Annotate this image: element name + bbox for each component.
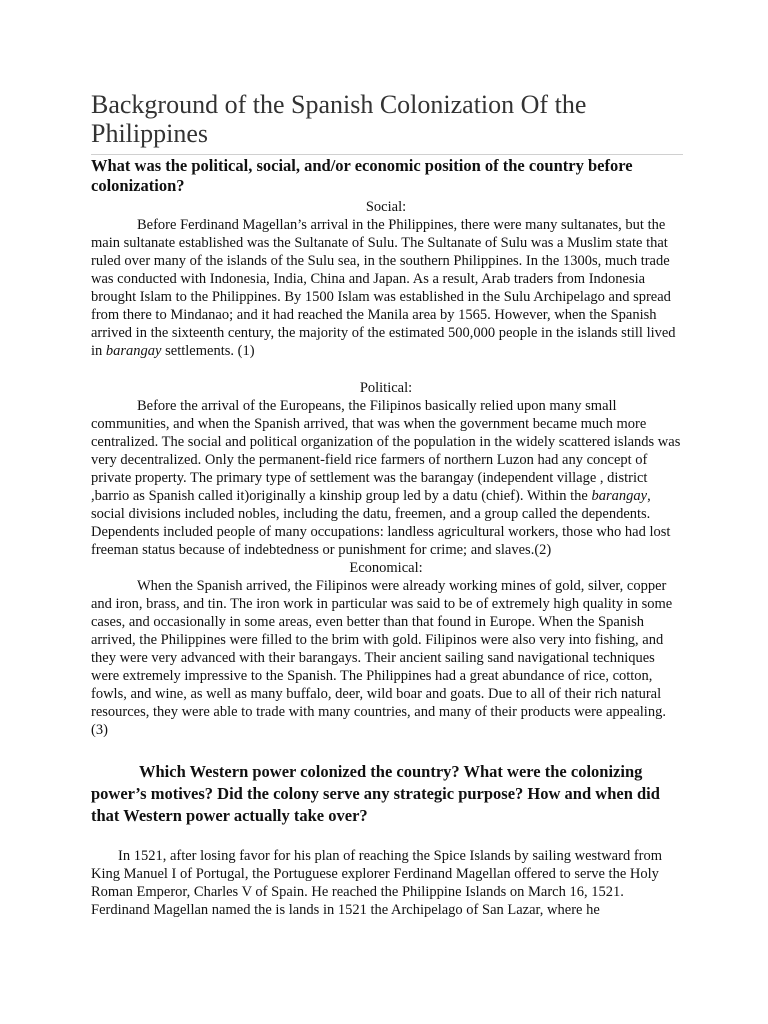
paragraph-political-text: Before the arrival of the Europeans, the Filipinos basically relied upon many small communities, and when the Spanish arrived, that was when the government became much more centralized. The social and political organization of the population in the widely scattered islands was very decentralized. Only the permanent-field rice farmers of northern Luzon had any concept of private property. The primary type of settlement was the barangay (independent village , district ,barrio as Spanish called it)originally a kinship group led by a datu (chief). Within the — [91, 398, 681, 504]
section-heading-economical: Economical: — [349, 560, 423, 576]
spacer — [91, 360, 681, 378]
spacer — [91, 827, 681, 847]
paragraph-colonization: In 1521, after losing favor for his plan of reaching the Spice Islands by sailing westward from King Manuel I of Portugal, the Portuguese explorer Ferdinand Magellan offered to serve the Holy Roman Emperor, Charles V of Spain. He reached the Philippine Islands on March 16, 1521. Ferdinand Magellan named the is lands in 1521 the Archipelago of San Lazar, where he — [91, 848, 663, 918]
section-heading-social: Social: — [365, 199, 407, 215]
paragraph-political-end: , social divisions included nobles, including the datu, freemen, and a group called the dependents. Dependents included people of many occupations: landless agricultural workers, those who had lost freeman status because of indebtedness or punishment for crime; and slaves.(2) — [91, 488, 671, 558]
paragraph-social — [91, 216, 681, 360]
title-divider — [91, 154, 683, 155]
question-western-power: Which Western power colonized the country? What were the colonizing power’s motives? Did the colony serve any strategic purpose? How and when did that Western power actually take over? — [91, 762, 660, 825]
term-barangay: barangay — [105, 343, 162, 359]
term-barangay: barangay — [591, 488, 648, 504]
document-title: Background of the Spanish Colonization Of the Philippines — [91, 90, 587, 148]
paragraph-economical: When the Spanish arrived, the Filipinos were already working mines of gold, silver, copper and iron, brass, and tin. The iron work in particular was said to be of extremely high quality in some cases, and occasionally in some areas, even better than that found in Europe. When the Spanish arrived, the Philippines were filled to the brim with gold. Filipinos were also very into fishing, and they were very advanced with their barangays. Their ancient sailing sand navigational techniques were extremely impressive to the Spanish. The Philippines had a great abundance of rice, cotton, fowls, and wine, as well as many buffalo, deer, wild boar and goats. Due to all of their rich natural resources, they were able to trade with many countries, and many of their products were appealing.(3) — [91, 578, 673, 738]
paragraph-political — [91, 397, 681, 559]
section-heading-political: Political: — [359, 380, 413, 396]
question-political-social-economic: What was the political, social, and/or economic position of the country before colonization? — [91, 156, 633, 195]
document-content — [91, 90, 681, 919]
paragraph-social-text: Before Ferdinand Magellan’s arrival in the Philippines, there were many sultanates, but the main sultanate established was the Sultanate of Sulu. The Sultanate of Sulu was a Muslim state that ruled over many of the islands of the Sulu sea, in the southern Philippines. In the 1300s, much trade was conducted with Indonesia, India, China and Japan. As a result, Arab traders from Indonesia brought Islam to the Philippines. By 1500 Islam was established in the Sulu Archipelago and spread from there to Mindanao; and it had reached the Manila area by 1565. However, when the Spanish arrived in the sixteenth century, the majority of the estimated 500,000 people in the islands still lived in — [91, 217, 676, 359]
spacer — [91, 739, 681, 761]
paragraph-social-end: settlements. (1) — [161, 343, 255, 359]
